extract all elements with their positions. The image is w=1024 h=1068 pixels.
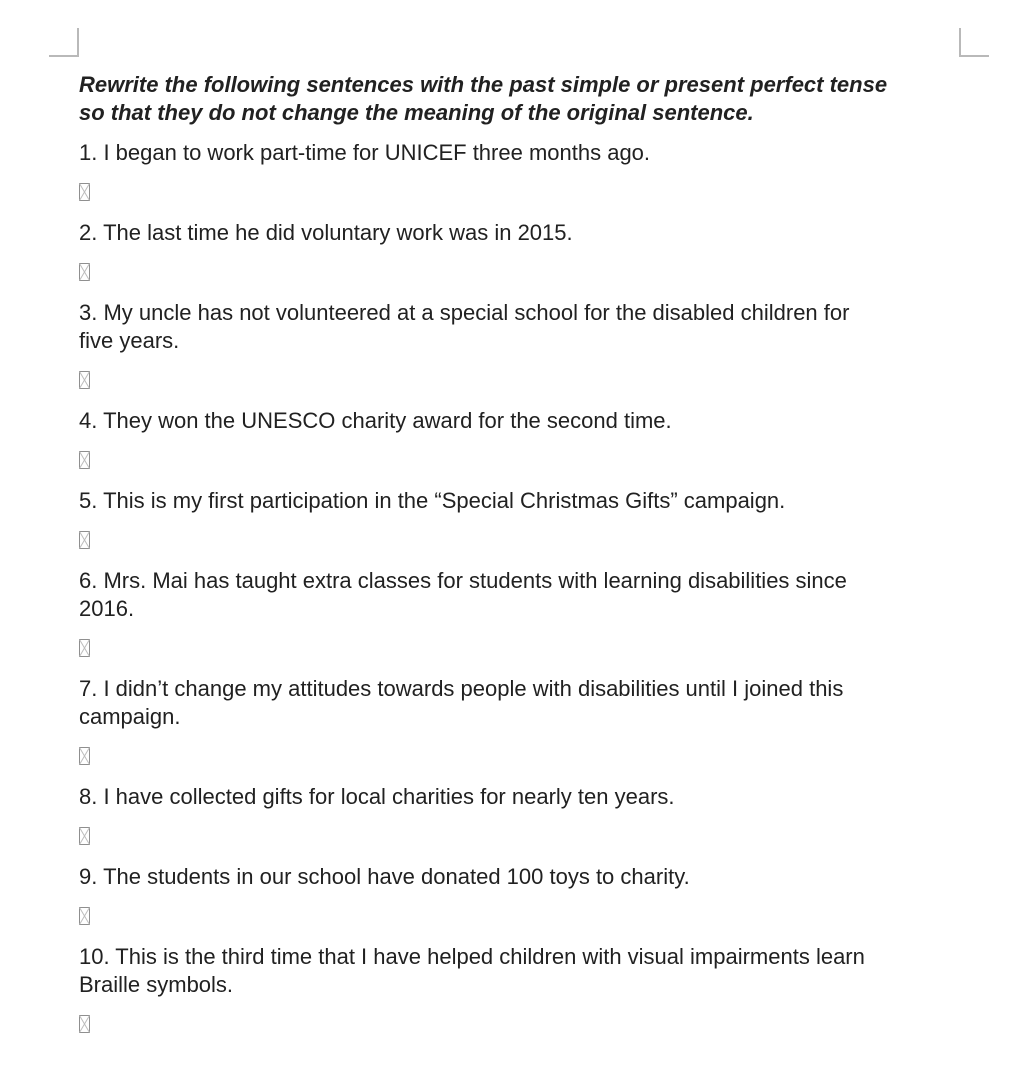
sentence-text: 4. They won the UNESCO charity award for the second time. [79, 408, 672, 433]
sentence-text: 10. This is the third time that I have helped children with visual impairments learn [79, 944, 865, 969]
missing-glyph-icon [79, 371, 90, 389]
instruction-line: Rewrite the following sentences with the past simple or present perfect tense [79, 72, 888, 97]
answer-placeholder [79, 447, 963, 475]
sentence-text: 2. The last time he did voluntary work was in 2015. [79, 220, 573, 245]
missing-glyph-icon [79, 907, 90, 925]
sentence-text: 8. I have collected gifts for local charities for nearly ten years. [79, 784, 675, 809]
answer-placeholder [79, 635, 963, 663]
sentence-text: 2016. [79, 596, 135, 621]
missing-glyph-icon [79, 451, 90, 469]
answer-placeholder [79, 1011, 963, 1039]
instruction-line: so that they do not change the meaning of the original sentence. [79, 100, 754, 125]
sentence-item-8 [79, 783, 963, 811]
missing-glyph-icon [79, 827, 90, 845]
page-margin-mark-top-left [49, 28, 79, 57]
sentence-item-6 [79, 567, 963, 623]
answer-placeholder [79, 259, 963, 287]
missing-glyph-icon [79, 183, 90, 201]
missing-glyph-icon [79, 263, 90, 281]
sentence-item-7 [79, 675, 963, 731]
answer-placeholder [79, 367, 963, 395]
sentence-text: 9. The students in our school have donated 100 toys to charity. [79, 864, 690, 889]
sentence-item-1 [79, 139, 963, 167]
missing-glyph-icon [79, 747, 90, 765]
answer-placeholder [79, 903, 963, 931]
sentence-item-9 [79, 863, 963, 891]
answer-placeholder [79, 179, 963, 207]
sentence-item-2 [79, 219, 963, 247]
document-content [79, 71, 963, 1051]
sentence-text: 3. My uncle has not volunteered at a special school for the disabled children for [79, 300, 850, 325]
sentence-item-4 [79, 407, 963, 435]
sentence-text: 6. Mrs. Mai has taught extra classes for students with learning disabilities since [79, 568, 847, 593]
sentence-text: 5. This is my first participation in the “Special Christmas Gifts” campaign. [79, 488, 786, 513]
page-margin-mark-top-right [959, 28, 989, 57]
sentence-item-3 [79, 299, 963, 355]
missing-glyph-icon [79, 531, 90, 549]
sentence-text: Braille symbols. [79, 972, 234, 997]
missing-glyph-icon [79, 1015, 90, 1033]
answer-placeholder [79, 823, 963, 851]
answer-placeholder [79, 527, 963, 555]
sentence-text: 1. I began to work part-time for UNICEF three months ago. [79, 140, 651, 165]
sentence-item-10 [79, 943, 963, 999]
sentence-item-5 [79, 487, 963, 515]
instruction-heading [79, 71, 963, 127]
sentence-text: campaign. [79, 704, 181, 729]
sentence-text: 7. I didn’t change my attitudes towards people with disabilities until I joined this [79, 676, 844, 701]
missing-glyph-icon [79, 639, 90, 657]
answer-placeholder [79, 743, 963, 771]
sentence-text: five years. [79, 328, 180, 353]
